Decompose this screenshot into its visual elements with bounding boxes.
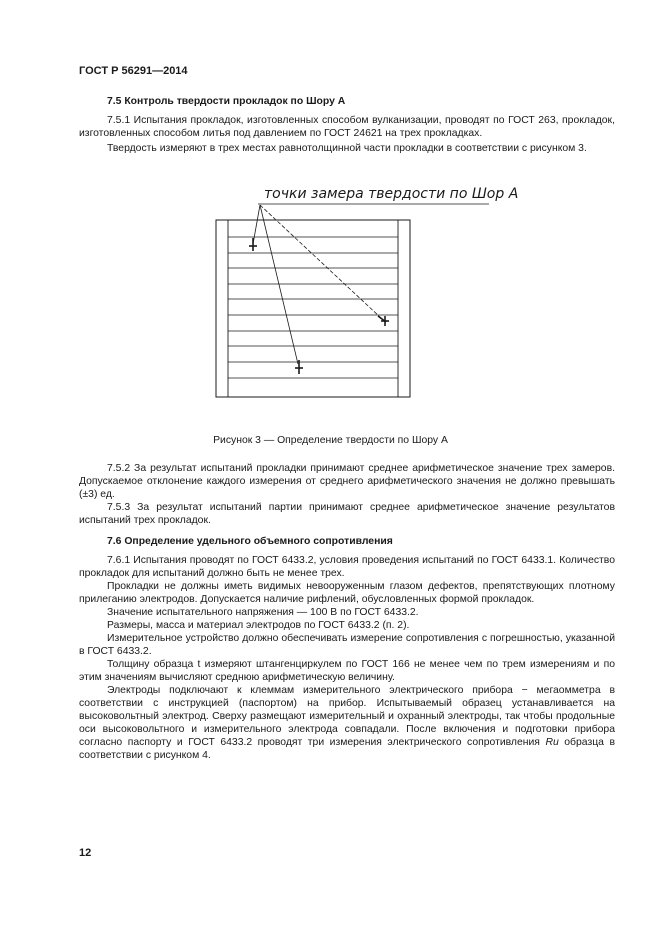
page-number: 12 xyxy=(79,847,92,859)
leader-line xyxy=(260,205,298,364)
paragraph: Толщину образца t измеряют штангенциркулем по ГОСТ 166 не менее чем по трем измерениям и по этим значениям вычисляют среднюю арифметическую величину. xyxy=(79,659,615,683)
paragraph: Твердость измеряют в трех местах равнотолщинной части прокладки в соответствии с рисунком 3. xyxy=(107,143,587,154)
paragraph xyxy=(79,684,615,762)
paragraph: 7.5.2 За результат испытаний прокладки принимают среднее арифметическое значение трех замеров. Допускаемое отклонение каждого измерения от среднего арифметического значения не должно превышать (±3) ед. xyxy=(79,463,615,500)
paragraph: 7.5.1 Испытания прокладок, изготовленных способом вулканизации, проводят по ГОСТ 263, прокладок, изготовленных способом литья под давлением по ГОСТ 24621 на трех прокладках. xyxy=(79,115,615,139)
leader-line xyxy=(260,205,381,318)
measurement-point xyxy=(378,316,389,326)
paragraph-text: образца в соответствии с рисунком 4. xyxy=(79,737,615,761)
paragraph: Прокладки не должны иметь видимых невооруженным глазом дефектов, препятствующих плотному прилеганию электродов. Допускается наличие рифлений, обусловленных формой прокладок. xyxy=(79,581,615,605)
measurement-point xyxy=(249,238,257,251)
figure-caption: Рисунок 3 — Определение твердости по Шору А xyxy=(213,435,448,446)
section-heading: 7.6 Определение удельного объемного сопротивления xyxy=(107,536,393,547)
paragraph: 7.5.3 За результат испытаний партии принимают среднее арифметическое значение результатов испытаний трех прокладок. xyxy=(79,502,615,526)
section-7-6-body xyxy=(79,554,615,762)
document-header: ГОСТ Р 56291—2014 xyxy=(79,65,188,77)
leader-line xyxy=(253,205,260,244)
gasket-frame xyxy=(216,220,410,397)
paragraph: Значение испытательного напряжения — 100 В по ГОСТ 6433.2. xyxy=(107,607,419,618)
paragraph: 7.6.1 Испытания проводят по ГОСТ 6433.2, условия проведения испытаний по ГОСТ 6433.1. Количество прокладок для испытаний должно быть не менее трех. xyxy=(79,555,615,579)
variable-ru: Ru xyxy=(545,737,559,748)
section-7-5-results xyxy=(79,462,615,527)
section-7-6 xyxy=(79,535,615,548)
section-heading: 7.5 Контроль твердости прокладок по Шору А xyxy=(107,96,346,107)
paragraph: Размеры, масса и материал электродов по ГОСТ 6433.2 (п. 2). xyxy=(107,620,410,631)
annotation-label: точки замера твердости по Шор А xyxy=(264,186,519,202)
paragraph: Измерительное устройство должно обеспечивать измерение сопротивления с погрешностью, указанной в ГОСТ 6433.2. xyxy=(79,633,615,657)
gasket-layers xyxy=(228,237,398,378)
paragraph-text: Электроды подключают к клеммам измерительного электрического прибора − мегаомметра в соответствии с инструкцией (паспортом) на прибор. Испытываемый образец устанавливается на высоковольтный электрод. Сверху размещают измерительный и охранный электроды, так чтобы продольные оси высоковольтного и измерительного электрода совпадали. После включения и подготовки прибора согласно паспорту и ГОСТ 6433.2 проводят три измерения электрического сопротивления xyxy=(79,685,615,748)
